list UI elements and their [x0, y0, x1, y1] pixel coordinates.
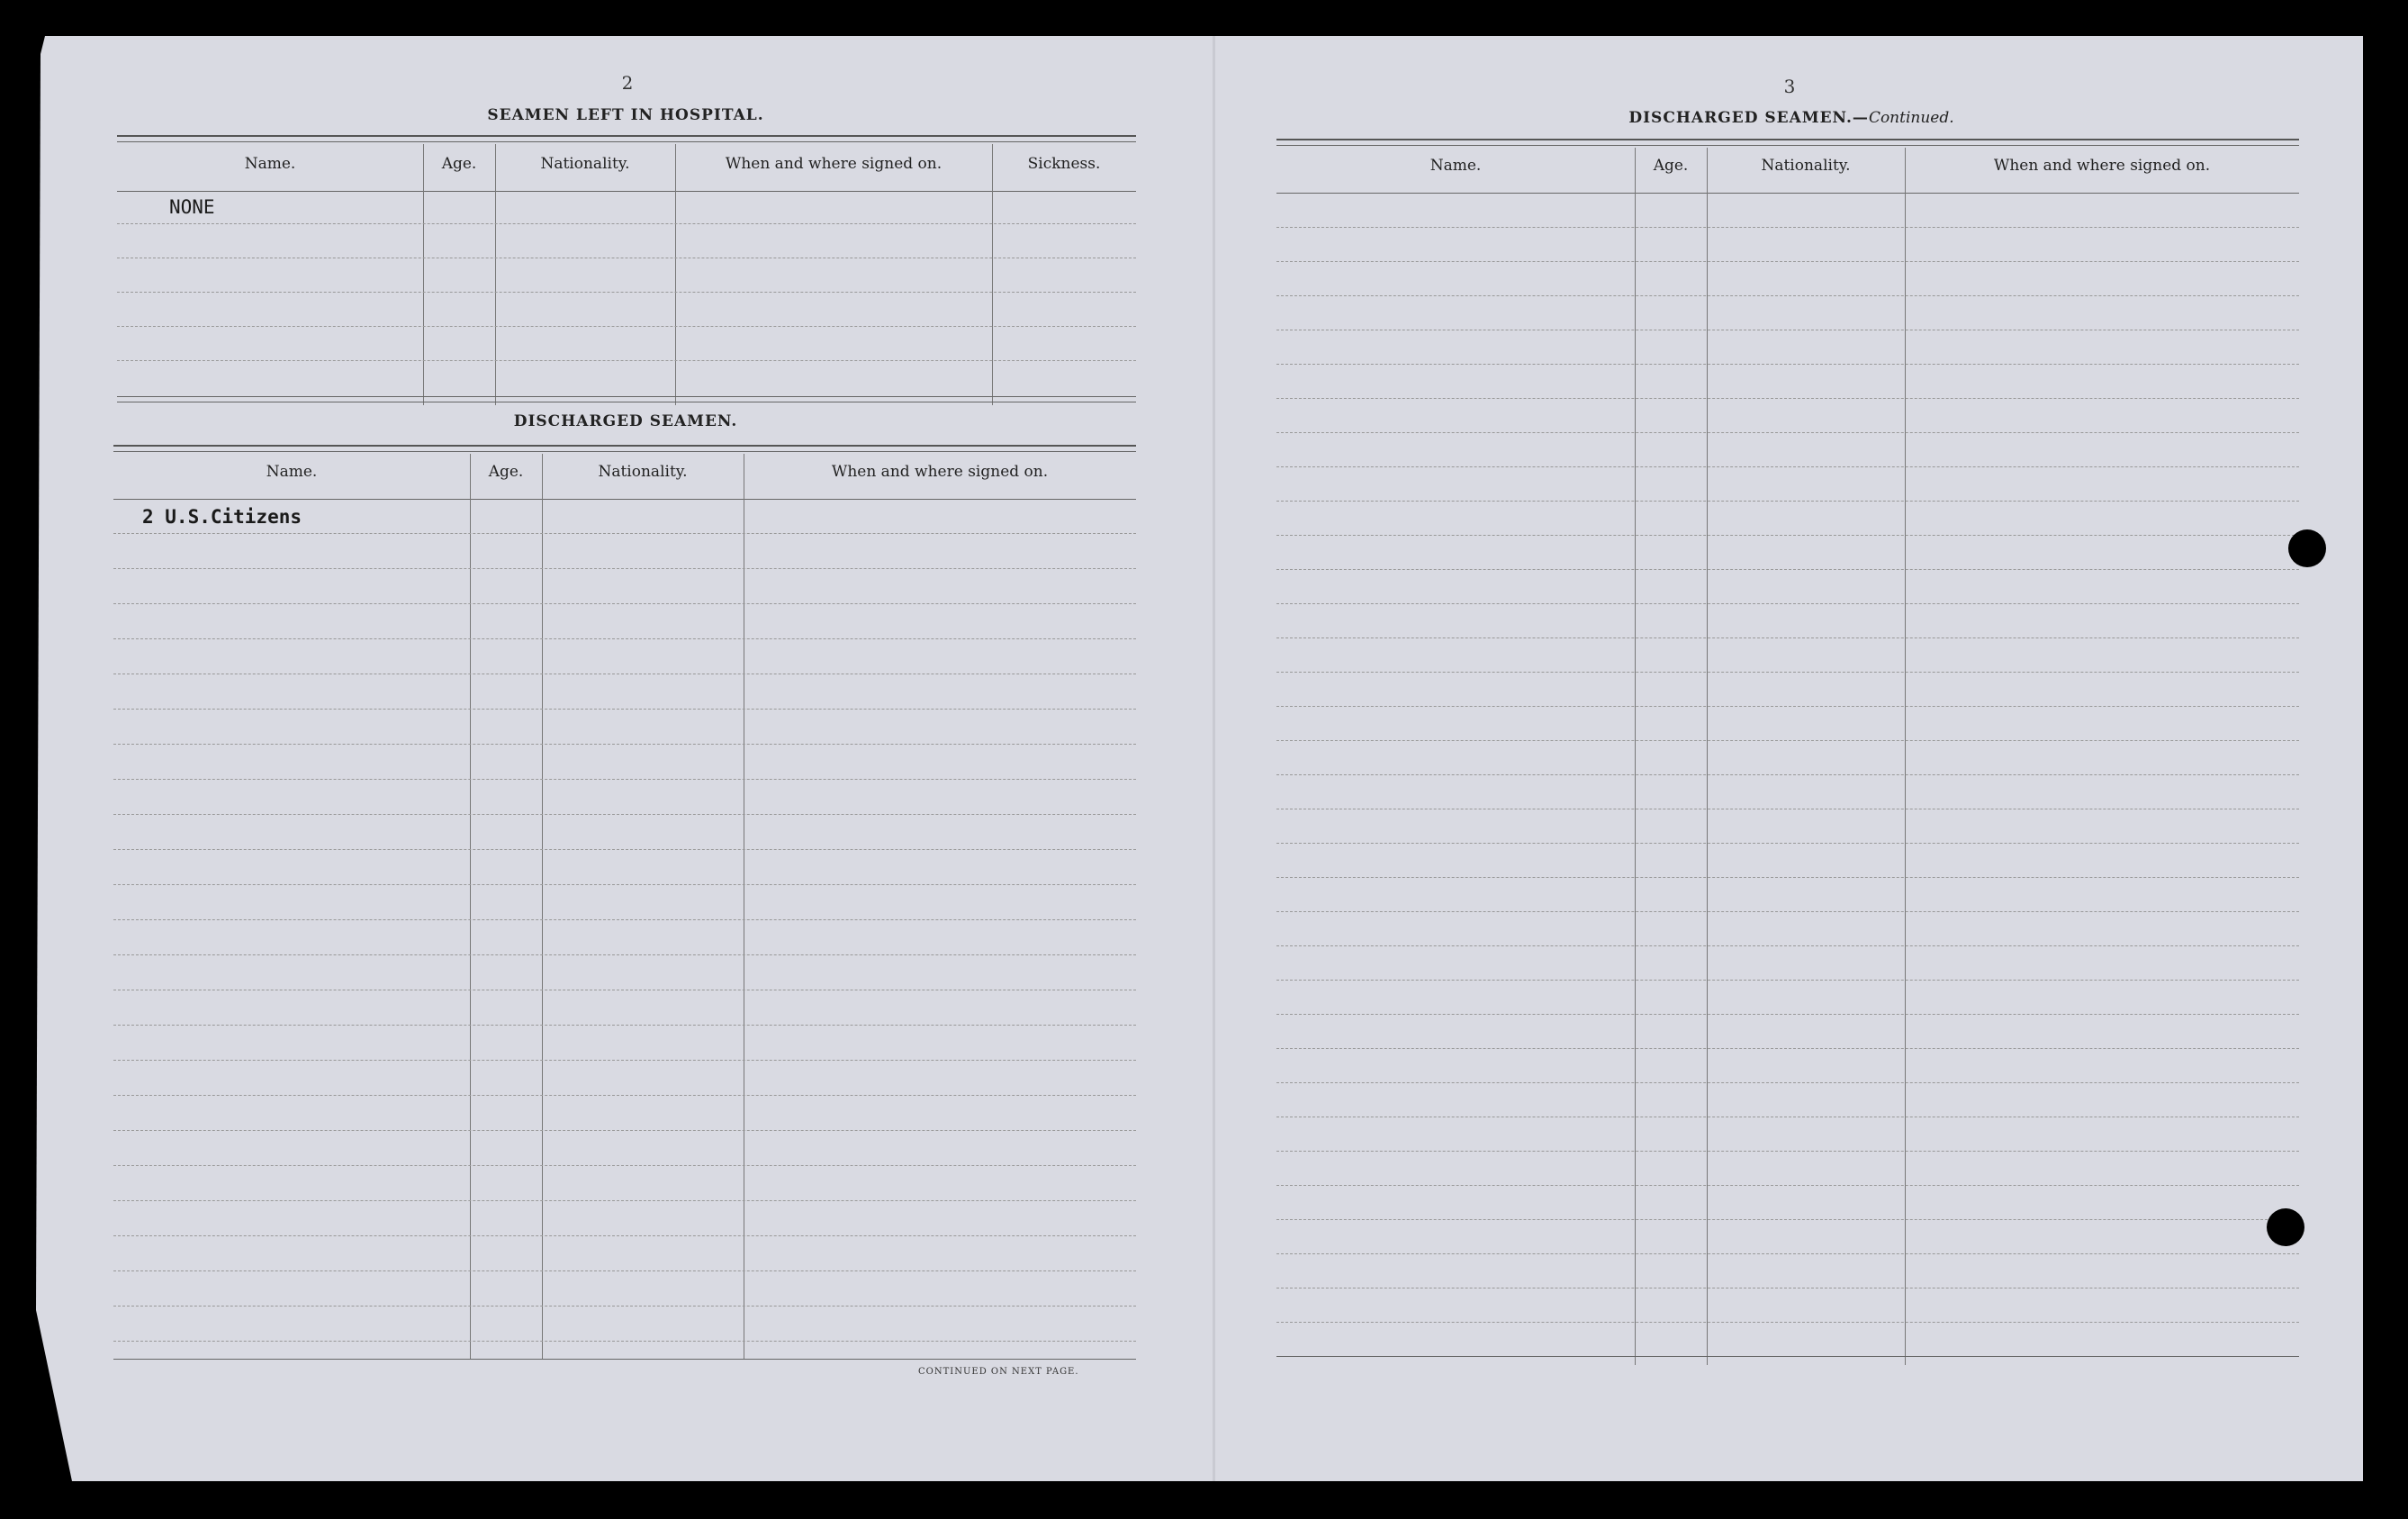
hospital-row-name: NONE: [169, 196, 215, 218]
center-fold: [1213, 36, 1215, 1481]
page-number-right: 3: [1783, 76, 1796, 97]
hospital-col-signed-on: When and where signed on.: [725, 155, 942, 173]
discharged-continued-title: [1584, 109, 1998, 127]
discharged-row-name: 2 U.S.Citizens: [142, 506, 302, 528]
discharged-ledger-right: [1276, 139, 2299, 1365]
continued-footer: CONTINUED ON NEXT PAGE.: [918, 1367, 1079, 1377]
discharged-col-age: Age.: [488, 463, 524, 481]
right-col-signed-on: When and where signed on.: [1993, 157, 2211, 175]
discharged-col-nationality: Nationality.: [598, 463, 688, 481]
hospital-section-title: SEAMEN LEFT IN HOSPITAL.: [487, 106, 764, 124]
discharged-section-title: DISCHARGED SEAMEN.: [513, 412, 738, 430]
punch-hole-lower: [2267, 1208, 2304, 1246]
hospital-col-name: Name.: [244, 155, 296, 173]
hospital-col-sickness: Sickness.: [1027, 155, 1101, 173]
hospital-ledger: [117, 135, 1136, 405]
right-col-name: Name.: [1429, 157, 1482, 175]
title-continued: Continued.: [1868, 109, 1954, 127]
punch-hole-upper: [2288, 529, 2326, 567]
title-main: DISCHARGED SEAMEN.—: [1628, 109, 1869, 127]
hospital-col-nationality: Nationality.: [540, 155, 630, 173]
hospital-col-age: Age.: [441, 155, 477, 173]
discharged-col-signed-on: When and where signed on.: [831, 463, 1049, 481]
discharged-col-name: Name.: [266, 463, 318, 481]
page-number-left: 2: [621, 72, 634, 94]
discharged-ledger-left: [113, 445, 1136, 1363]
right-col-nationality: Nationality.: [1761, 157, 1851, 175]
right-col-age: Age.: [1653, 157, 1689, 175]
